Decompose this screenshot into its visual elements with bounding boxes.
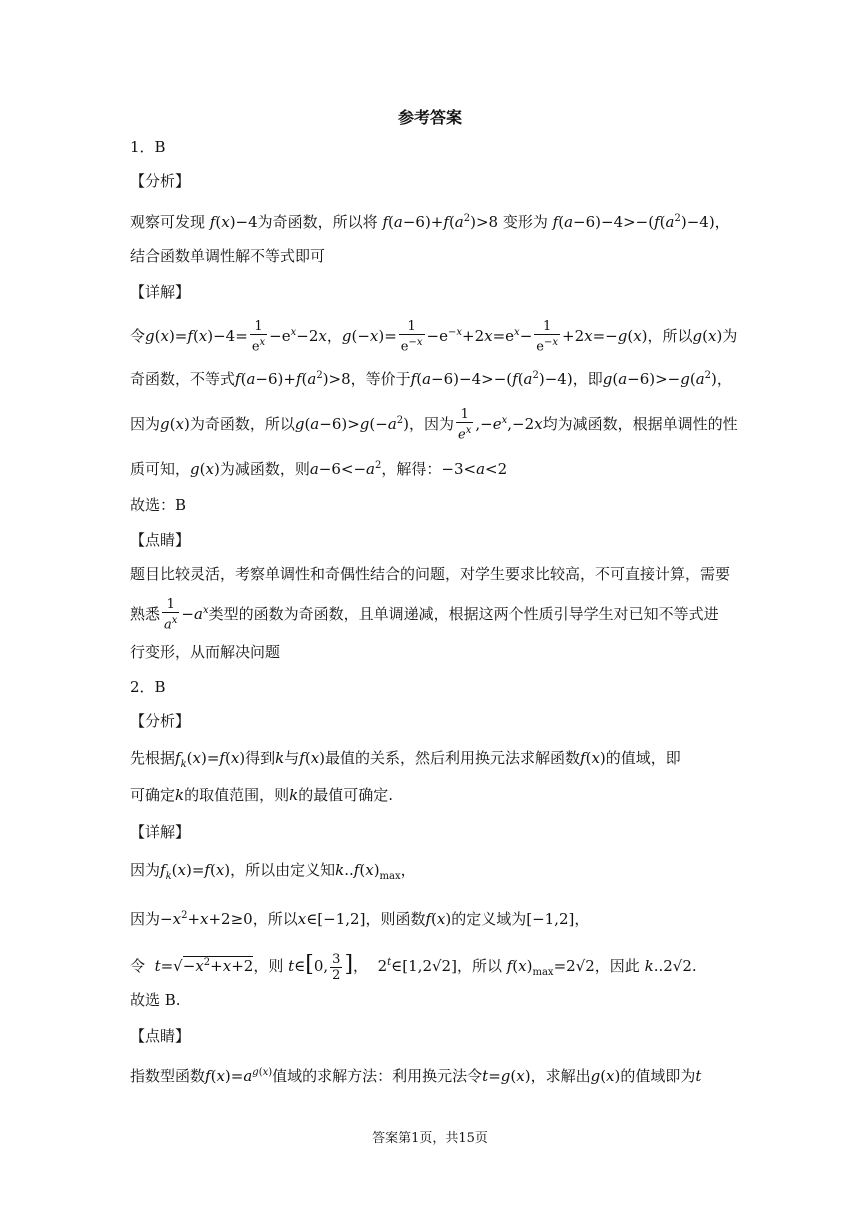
q1-choice: 故选：B — [130, 496, 187, 514]
page-title: 参考答案 — [397, 108, 462, 127]
q1-detail-line4: 质可知，g(x)为减函数，则$a-6<-a^2$，解得：−3<a<2 — [130, 460, 508, 478]
q2-detail-line1: 因为$f_k(x)=f(x)$，所以由定义知$k..f(x)_{max}$， — [130, 861, 416, 882]
q2-analysis-line1: 先根据$f_k(x)=f(x)$得到k与f(x)最值的关系，然后利用换元法求解函数f(x)的值域，即 — [130, 749, 681, 770]
q1-detail-heading: 【详解】 — [130, 283, 191, 301]
q1-answer: 1．B — [130, 138, 166, 156]
q1-comment-line2: 熟悉 $\frac{1}{a^x}$ $-a^x$类型的函数为奇函数，且单调递减，根据这两个性质引导学生对已知不等式进 — [130, 597, 719, 633]
q2-analysis-line2: 可确定k的取值范围，则k的最值可确定. — [130, 786, 393, 804]
q1-detail-line1: 令g(x)=f(x)−4= $\frac{1}{e^x}$ $-e^x-2x$，g(−x)= $\frac{1}{e^{-x}}$ $-e^{-x}+2x=e^x-$ $\frac{1}{e^{-x}}$ +2x=−g(x)，所以g(x)为 — [130, 319, 738, 355]
q2-detail-line3: 令 $t=√-x^2+x+2$，则 t∈[0, $\frac{3}{2}$ ]， 2$^t$∈[1,2√2]，所以 $f(x)_{max}=2√2$，因此 k..2√2. — [130, 951, 697, 983]
q2-answer: 2．B — [130, 678, 166, 696]
q2-comment-heading: 【点睛】 — [130, 1027, 191, 1045]
q2-analysis-heading: 【分析】 — [130, 712, 191, 730]
q2-choice: 故选 B. — [130, 991, 181, 1009]
q1-detail-line2: 奇函数，不等式$f(a-6)+f(a^2)>8$，等价于$f(a-6)-4>-(f(a^2)-4)$，即$g(a-6)>-g(a^2)$， — [130, 370, 732, 388]
q1-comment-heading: 【点睛】 — [130, 531, 191, 549]
q2-detail-heading: 【详解】 — [130, 823, 191, 841]
q1-analysis-line1: 观察可发现 f(x)−4为奇函数，所以将 $f(a-6)+f(a^2)>8$ 变形为 $f(a-6)-4>-(f(a^2)-4)$， — [130, 213, 730, 231]
q1-analysis-heading: 【分析】 — [130, 172, 191, 190]
page-footer: 答案第1页，共15页 — [372, 1131, 488, 1146]
q1-analysis-line2: 结合函数单调性解不等式即可 — [130, 247, 326, 265]
q1-detail-line3: 因为g(x)为奇函数，所以$g(a-6)>g(-a^2)$，因为 $\frac{1}{e^x}$ $,-e^x,-2x$均为减函数，根据单调性的性 — [130, 407, 738, 443]
q1-comment-line3: 行变形，从而解决问题 — [130, 643, 281, 661]
q1-comment-line1: 题目比较灵活，考察单调性和奇偶性结合的问题，对学生要求比较高，不可直接计算，需要 — [130, 565, 731, 583]
q2-comment-line1: 指数型函数$f(x)=a^{g(x)}$值域的求解方法：利用换元法令t=g(x)，求解出g(x)的值域即为t — [130, 1067, 702, 1085]
q2-detail-line2: 因为$-x^2+x+2\ge 0$，所以x∈[−1,2]，则函数f(x)的定义域为[−1,2]， — [130, 910, 590, 928]
